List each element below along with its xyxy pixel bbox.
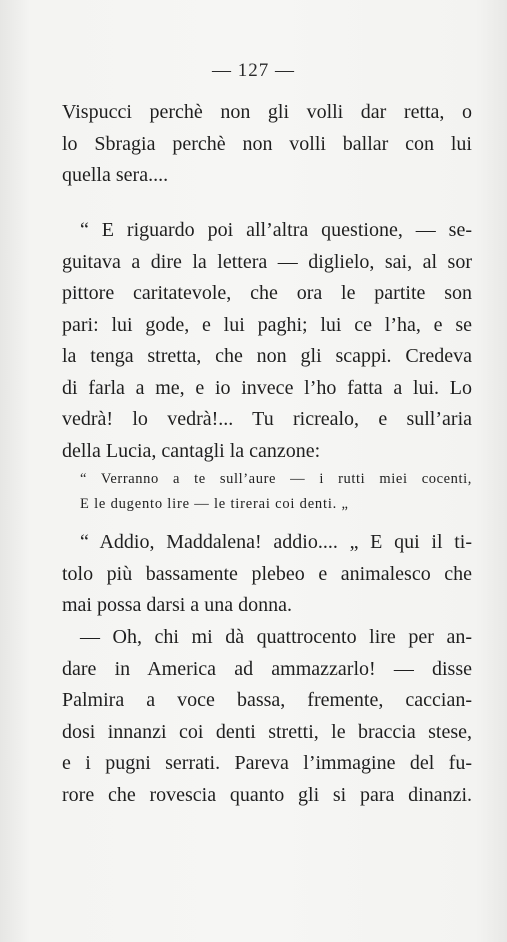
text-line: quella sera.... [62,164,169,186]
text-line: guitava a dire la lettera — diglielo, sai, al sor [62,250,472,273]
text-line: Palmira a voce bassa, fremente, caccian- [62,689,472,711]
text-line: mai possa darsi a una donna. [62,594,292,616]
text-line: la tenga stretta, che non gli scappi. Credeva [62,345,472,367]
paragraph-1 [62,97,472,192]
text-line: Vispucci perchè non gli volli dar retta, o [62,101,472,123]
text-line: “ Addio, Maddalena! addio.... „ E qui il ti- [80,531,472,553]
verse-line: E le dugento lire — le tirerai coi denti. „ [80,496,349,512]
text-line: lo Sbragia perchè non volli ballar con lui [62,132,472,155]
page-number: — 127 — [212,60,295,81]
text-line: — Oh, chi mi dà quattrocento lire per an- [80,626,472,648]
text-line: “ E riguardo poi all’altra questione, — se- [80,219,472,241]
text-line: della Lucia, cantagli la canzone: [62,439,321,462]
text-line: di farla a me, e io invece l’ho fatta a lui. Lo [62,376,472,399]
text-line: pari: lui gode, e lui paghi; lui ce l’ha, e se [62,313,472,336]
paragraph-4 [62,622,472,811]
verse-line: “ Verranno a te sull’aure — i rutti miei cocenti, [80,471,472,487]
paragraph-3 [62,527,472,622]
text-line: rore che rovescia quanto gli si para dinanzi. [62,783,472,806]
text-line: dosi innanzi coi denti stretti, le braccia stese, [62,720,472,743]
text-line: tolo più bassamente plebeo e animalesco che [62,562,472,585]
text-line: vedrà! lo vedrà!... Tu ricrealo, e sull’aria [62,408,472,430]
verse-quote [80,467,472,517]
text-line: pittore caritatevole, che ora le partite son [62,282,472,304]
paragraph-2 [62,215,472,467]
text-line: dare in America ad ammazzarlo! — disse [62,657,472,680]
text-line: e i pugni serrati. Pareva l’immagine del fu- [62,752,472,774]
